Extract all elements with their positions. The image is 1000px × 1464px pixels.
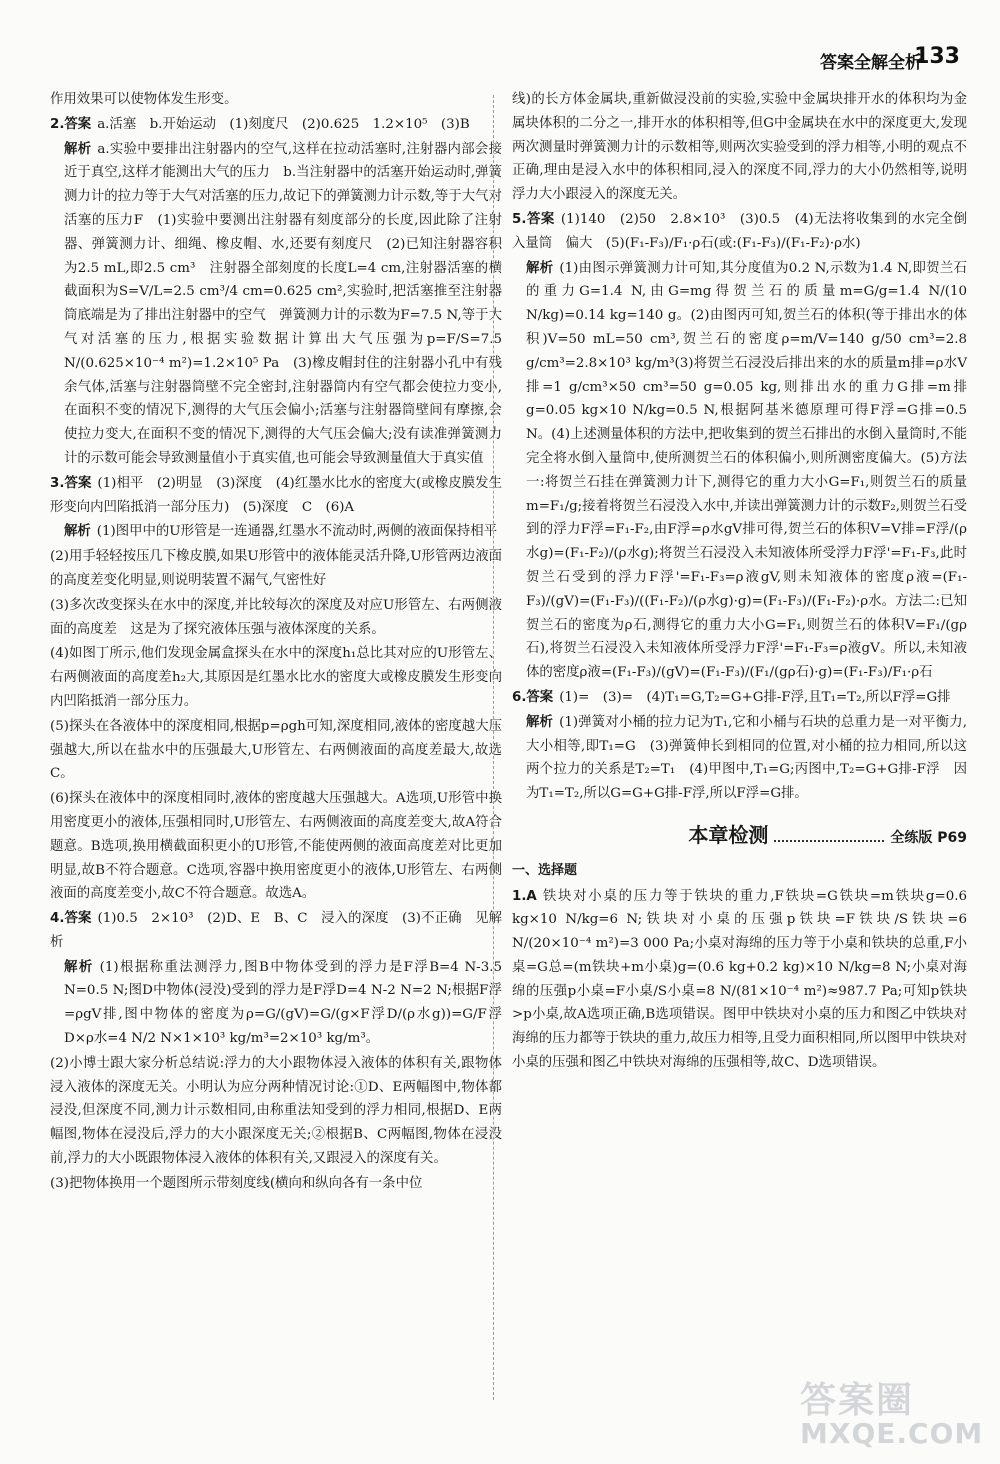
answer-tag: 答案	[526, 689, 554, 705]
paragraph-text: (1)0.5 2×10³ (2)D、E B、C 浸入的深度 (3)不正确 见解析	[50, 911, 503, 950]
explanation-paragraph	[512, 257, 967, 685]
answer-tag: 答案	[64, 116, 92, 132]
explanation-tag: 解析	[526, 260, 554, 276]
paragraph-text: (4)如图丁所示,他们发现金属盒探头在水中的深度h₁总比其对应的U形管左、右两侧液面的高度差h₂大,其原因是红墨水比水的密度大或橡皮膜发生形变向内凹陷抵消一部分压力。	[50, 646, 502, 709]
left-column	[50, 88, 502, 1197]
paragraph-text: (3)多次改变探头在水中的深度,并比较每次的深度及对应U形管左、右两侧液面的高度差 这是为了探究液体压强与液体深度的关系。	[50, 597, 502, 637]
text-paragraph	[512, 88, 967, 207]
page-number: 133	[914, 44, 960, 69]
answer-paragraph	[512, 686, 967, 710]
explanation-tag: 解析	[64, 141, 92, 157]
watermark-logo-text: 答案圈	[800, 1380, 915, 1421]
paragraph-text: (2)小博士跟大家分析总结说:浮力的大小跟物体浸入液体的体积有关,跟物体浸入液体的深度无关。小明认为应分两种情况讨论:①D、E两幅图中,物体都浸没,但深度不同,测力计示数相同,由称重法知受到的浮力相同,根据D、E两幅图,物体在浸没后,浮力的大小跟深度无关;②根据B、C两幅图,物体在浸没前,浮力的大小既跟物体浸入液体的体积有关,又跟浸入的深度有关。	[50, 1055, 502, 1167]
answer-paragraph	[50, 472, 502, 520]
paragraph-text: (1)弹簧对小桶的拉力记为T₁,它和小桶与石块的总重力是一对平衡力,大小相等,即T₁=G (3)弹簧伸长到相同的位置,对小桶的拉力相同,所以这两个拉力的关系是T₂=T₁ (4)甲图中,T₁=G;丙图中,T₂=G+G排-F浮 因为T₁=T₂,所以G=G+G排-F浮,所以F浮=G排。	[526, 714, 968, 802]
paragraph-text: a.实验中要排出注射器内的空气,这样在拉动活塞时,注射器内部会接近于真空,这样才能测出大气的压力 b.当注射器中的活塞开始运动时,弹簧测力计的拉力等于大气对活塞的压力,故记下的弹簧测力计示数,等于大气对活塞的压力F (1)实验中要测出注射器有刻度部分的长度,因此除了注射器、弹簧测力计、细绳、橡皮帽、水,还要有刻度尺 (2)已知注射器容积为2.5 mL,即2.5 cm³ 注射器全部刻度的长度L=4 cm,注射器活塞的横截面积为S=V/L=2.5 cm³/4 cm=0.625 cm²,实验时,把活塞推至注射器筒底端是为了排出注射器中的空气 弹簧测力计的示数为F=7.5 N,等于大气对活塞的压力,根据实验数据计算出大气压强为p=F/S=7.5 N/(0.625×10⁻⁴ m²)=1.2×10⁵ Pa (3)橡皮帽封住的注射器小孔中有残余气体,活塞与注射器筒壁不完全密封,注射器筒内有空气都会使拉力变小,在面积不变的情况下,测得的大气压会偏小;活塞与注射器筒壁间有摩擦,会使拉力变大,在面积不变的情况下,测得的大气压会偏大;没有读准弹簧测力计的示数可能会导致测量值小于真实值,也可能会导致测量值大于真实值	[64, 141, 502, 466]
section-title-dots	[774, 826, 884, 842]
section-title	[512, 824, 967, 851]
paragraph-text: a.活塞 b.开始运动 (1)刻度尺 (2)0.625 1.2×10⁵ (3)B	[97, 116, 470, 132]
paragraph-text: (1)= (3)= (4)T₁=G,T₂=G+G排-F浮,且T₁=T₂,所以F浮=G排	[559, 689, 951, 705]
paragraph-text: (3)把物体换用一个题图所示带刻度线(横向和纵向各有一条中位	[50, 1175, 423, 1191]
text-paragraph	[50, 787, 502, 906]
text-paragraph	[50, 1172, 502, 1196]
paragraph-text: (1)140 (2)50 2.8×10³ (3)0.5 (4)无法将收集到的水完全倒入量筒 偏大 (5)(F₁-F₃)/F₁·ρ石(或:(F₁-F₃)/(F₁-F₂)·ρ水)	[512, 211, 968, 251]
text-paragraph	[50, 88, 502, 112]
answer-tag: 答案	[64, 475, 92, 491]
question-number: 5.	[512, 211, 527, 227]
question-number: 2.	[50, 116, 65, 132]
explanation-paragraph	[512, 711, 967, 806]
header-label: 答案全解全析	[820, 53, 922, 73]
subsection-heading: 一、选择题	[512, 862, 578, 878]
explanation-paragraph	[50, 956, 502, 1051]
watermark-url: MXQE.COM	[800, 1417, 984, 1450]
paragraph-text: (1)根据称重法测浮力,图B中物体受到的浮力是F浮B=4 N-3.5 N=0.5 N;图D中物体(浸没)受到的浮力是F浮D=4 N-2 N=2 N;根据F浮=ρgV排,图中物体的密度为ρ=G/(gV)=G/(g×F浮D/(ρ水g))=G/F浮D×ρ水=4 N/2 N×1×10³ kg/m³=2×10³ kg/m³。	[64, 959, 503, 1047]
paragraph-text: (1)图甲中的U形管是一连通器,红墨水不流动时,两侧的液面保持相平	[96, 524, 498, 540]
question-number: 6.	[512, 689, 527, 705]
answer-tag: 答案	[526, 211, 555, 227]
answer-paragraph	[512, 208, 967, 256]
site-watermark	[800, 1372, 984, 1452]
answer-tag: 答案	[64, 911, 92, 927]
question-number: 4.	[50, 911, 65, 927]
paragraph-text: 作用效果可以使物体发生形变。	[50, 92, 238, 107]
text-paragraph	[50, 594, 502, 642]
paragraph-text: (1)由图示弹簧测力计可知,其分度值为0.2 N,示数为1.4 N,即贺兰石的重力G=1.4 N,由G=mg得贺兰石的质量m=G/g=1.4 N/(10 N/kg)=0.14 kg=140 g。(2)由图丙可知,贺兰石的体积(等于排出水的体积)V=50 mL=50 cm³,贺兰石的密度ρ=m/V=140 g/50 cm³=2.8 g/cm³=2.8×10³ kg/m³(3)将贺兰石浸没后排出来的水的质量m排=ρ水V排=1 g/cm³×50 cm³=50 g=0.05 kg,则排出水的重力G排=m排g=0.05 kg×10 N/kg=0.5 N,根据阿基米德原理可得F浮=G排=0.5 N。(4)上述测量体积的方法中,把收集到的贺兰石排出的水倒入量筒时,不能完全将水倒入量筒中,使所测贺兰石的体积偏小,则所测密度偏大。(5)方法一:将贺兰石挂在弹簧测力计下,测得它的重力大小G=F₁,则贺兰石的质量m=F₁/g;接着将贺兰石浸没入水中,并读出弹簧测力计的示数F₂,则贺兰石受到的浮力F浮=F₁-F₂,由F浮=ρ水gV排可得,贺兰石的体积V=V排=F浮/(ρ水g)=(F₁-F₂)/(ρ水g);将贺兰石浸没入未知液体所受浮力F浮'=F₁-F₃,此时贺兰石受到的浮力F浮'=F₁-F₃=ρ液gV,则未知液体的密度ρ液=(F₁-F₃)/(gV)=(F₁-F₃)/((F₁-F₂)/(ρ水g)·g)=(F₁-F₃)/(F₁-F₂)·ρ水。方法二:已知贺兰石的密度为ρ石,测得它的重力大小G=F₁,则贺兰石的体积V=F₁/(gρ石),将贺兰石浸没入未知液体所受浮力F浮'=F₁-F₃=ρ液gV。所以,未知液体的密度ρ液=(F₁-F₃)/(gV)=(F₁-F₃)/(F₁/(gρ石)·g)=(F₁-F₃)/F₁·ρ石	[526, 260, 967, 681]
paragraph-text: 线)的长方体金属块,重新做浸没前的实验,实验中金属块排开水的体积均为金属块体积的二分之一,排开水的体积相等,但G中金属块在水中的深度更大,发现两次测量时弹簧测力计的示数相等,则两次实验受到的浮力相等,小明的观点不正确,理由是浸入水中的体积相同,浸入的深度不同,浮力的大小仍然相等,说明浮力大小跟浸入的深度无关。	[512, 92, 967, 203]
text-paragraph	[50, 715, 502, 786]
text-paragraph	[50, 1052, 502, 1171]
paragraph-text: (2)用手轻轻按压几下橡皮膜,如果U形管中的液体能灵活升降,U形管两边液面的高度差变化明显,则说明装置不漏气,气密性好	[50, 549, 502, 588]
paragraph-text: (5)探头在各液体中的深度相同,根据p=ρgh可知,深度相同,液体的密度越大压强越大,所以在盐水中的压强最大,U形管左、右两侧液面的高度差最大,故选C。	[50, 718, 502, 782]
question-number: 1.A	[512, 888, 537, 904]
explanation-tag: 解析	[64, 524, 91, 540]
answer-paragraph	[50, 907, 502, 955]
question-number: 3.	[50, 475, 65, 491]
section-reference: 全练版 P69	[890, 829, 967, 846]
paragraph-text: (1)相平 (2)明显 (3)深度 (4)红墨水比水的密度大(或橡皮膜发生形变向内凹陷抵消一部分压力) (5)深度 C (6)A	[50, 475, 502, 515]
paragraph-text: 铁块对小桌的压力等于铁块的重力,F铁块=G铁块=m铁块g=0.6 kg×10 N/kg=6 N;铁块对小桌的压强p铁块=F铁块/S铁块=6 N/(20×10⁻⁴ m²)=3 000 Pa;小桌对海绵的压力等于小桌和铁块的总重,F小桌=G总=(m铁块+m小桌)g=(0.6 kg+0.2 kg)×10 N/kg=8 N;小桌对海绵的压强p小桌=F小桌/S小桌=8 N/(81×10⁻⁴ m²)≈987.7 Pa;可知p铁块>p小桌,故A选项正确,B选项错误。图甲中铁块对小桌的压力和图乙中铁块对海绵的压力都等于铁块的重力,故压力相等,且受力面积相同,所以图甲中铁块对小桌的压强和图乙中铁块对海绵的压强相等,故C、D选项错误。	[512, 888, 967, 1071]
column-divider	[493, 95, 494, 1400]
section-title-text: 本章检测	[688, 822, 769, 847]
explanation-paragraph	[50, 520, 502, 544]
explanation-tag: 解析	[64, 959, 94, 975]
explanation-tag: 解析	[526, 714, 554, 730]
right-column	[512, 88, 967, 1076]
answer-paragraph	[512, 885, 967, 1075]
text-paragraph	[50, 545, 502, 593]
answer-paragraph	[50, 113, 502, 137]
paragraph-text: (6)探头在液体中的深度相同时,液体的密度越大压强越大。A选项,U形管中换用密度更小的液体,压强相同时,U形管左、右两侧液面的高度差变大,故A符合题意。B选项,换用横截面积更小的U形管,不能使两侧的液面高度差对比更加明显,故B不符合题意。C选项,容器中换用密度更小的液体,U形管左、右两侧液面的高度差变小,故C不符合题意。故选A。	[50, 791, 502, 902]
explanation-paragraph	[50, 138, 502, 471]
text-paragraph	[50, 642, 502, 713]
page-header	[0, 0, 1000, 95]
